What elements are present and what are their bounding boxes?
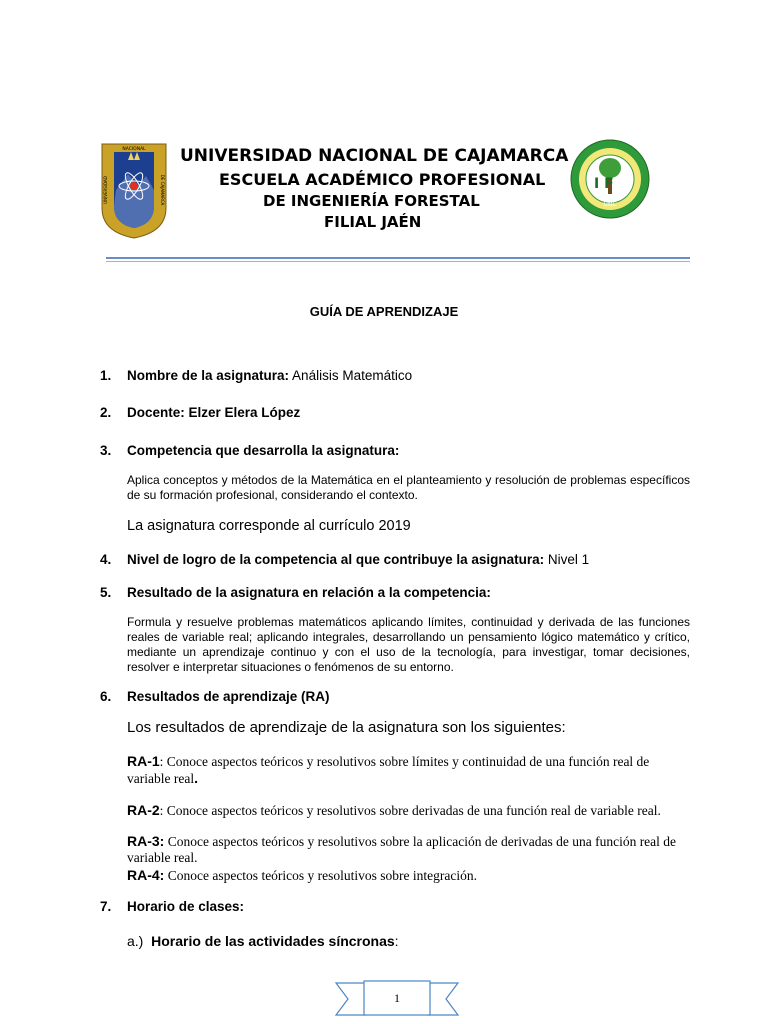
- ra-3: [127, 833, 692, 866]
- seal-bottom-text: UNC: [603, 201, 617, 208]
- campus-name: FILIAL JAÉN: [324, 213, 422, 231]
- section-number: 3.: [100, 443, 112, 458]
- ra-1: [127, 753, 692, 787]
- section-label: Resultado de la asignatura en relación a la competencia:: [127, 585, 491, 600]
- curriculum-note: La asignatura corresponde al currículo 2019: [127, 518, 411, 534]
- section-label: Nombre de la asignatura:: [127, 368, 290, 383]
- seal-letters: I F: [594, 176, 614, 192]
- ra-1-end: .: [194, 770, 198, 786]
- sub-letter: a.): [127, 933, 144, 949]
- section-number: 5.: [100, 585, 112, 600]
- ra-3-label: RA-3:: [127, 833, 165, 849]
- logo-ring-text-right: DE CAJAMARCA: [160, 174, 165, 206]
- university-name: UNIVERSIDAD NACIONAL DE CAJAMARCA: [180, 146, 569, 166]
- section-4: [127, 552, 589, 567]
- program-name: DE INGENIERÍA FORESTAL: [263, 192, 480, 210]
- result-text: Formula y resuelve problemas matemáticos aplicando límites, continuidad y derivada de las funciones reales de variable real; aplicando integrales, desarrollando un pensamiento lógico matemático y crítico, mediante un aprendizaje continuo y con el uso de la tecnología, para investigar, tomar decisiones, resolver e interpretar situaciones o fenómenos de su entorno.: [127, 615, 690, 674]
- ra-4: [127, 867, 692, 884]
- teacher-label: Docente: Elzer Elera López: [127, 405, 301, 420]
- ra-3-text: Conoce aspectos teóricos y resolutivos sobre la aplicación de derivadas de una función real de variable real.: [127, 834, 677, 865]
- ra-1-label: RA-1: [127, 753, 160, 769]
- forestal-seal-logo: [568, 138, 652, 220]
- section-1: [127, 368, 412, 383]
- header-rule: [106, 257, 690, 259]
- section-label: Horario de clases:: [127, 899, 245, 914]
- schedule-subsection: [127, 933, 399, 949]
- ra-intro: Los resultados de aprendizaje de la asignatura son los siguientes:: [127, 719, 566, 736]
- header-rule-thin: [106, 261, 690, 262]
- ra-2: [127, 802, 692, 819]
- section-label: Competencia que desarrolla la asignatura:: [127, 443, 400, 458]
- logo-ring-text-left: UNIVERSIDAD: [103, 176, 108, 204]
- logo-ring-text-top: NACIONAL: [122, 147, 146, 152]
- ra-4-text: Conoce aspectos teóricos y resolutivos sobre integración.: [164, 868, 478, 883]
- university-logo: [98, 140, 170, 240]
- page-number-ornament: [334, 979, 460, 1019]
- page-number: 1: [394, 991, 400, 1005]
- section-label: Resultados de aprendizaje (RA): [127, 689, 330, 704]
- section-5: [127, 585, 491, 600]
- ra-1-text: : Conoce aspectos teóricos y resolutivos sobre límites y continuidad de una función real de variable real: [127, 754, 650, 786]
- ra-4-label: RA-4:: [127, 867, 165, 883]
- school-name: ESCUELA ACADÉMICO PROFESIONAL: [219, 170, 546, 189]
- competence-text: Aplica conceptos y métodos de la Matemática en el planteamiento y resolución de problemas específicos de su formación profesional, considerando el contexto.: [127, 473, 690, 502]
- section-number: 1.: [100, 368, 112, 383]
- sub-label: Horario de las actividades síncronas: [151, 933, 395, 949]
- ra-2-label: RA-2: [127, 802, 160, 818]
- section-6: [127, 689, 330, 704]
- section-number: 7.: [100, 899, 112, 914]
- section-3: [127, 443, 399, 458]
- section-number: 4.: [100, 552, 112, 567]
- course-name: Análisis Matemático: [289, 368, 413, 383]
- ra-2-text: : Conoce aspectos teóricos y resolutivos sobre derivadas de una función real de variable real.: [159, 803, 661, 818]
- section-7: [127, 899, 244, 914]
- sub-colon: :: [394, 933, 399, 949]
- section-number: 2.: [100, 405, 112, 420]
- section-number: 6.: [100, 689, 112, 704]
- section-label: Nivel de logro de la competencia al que contribuye la asignatura:: [127, 552, 545, 567]
- document-title: GUÍA DE APRENDIZAJE: [309, 304, 459, 319]
- section-2: [127, 405, 300, 420]
- level-value: Nivel 1: [544, 552, 590, 567]
